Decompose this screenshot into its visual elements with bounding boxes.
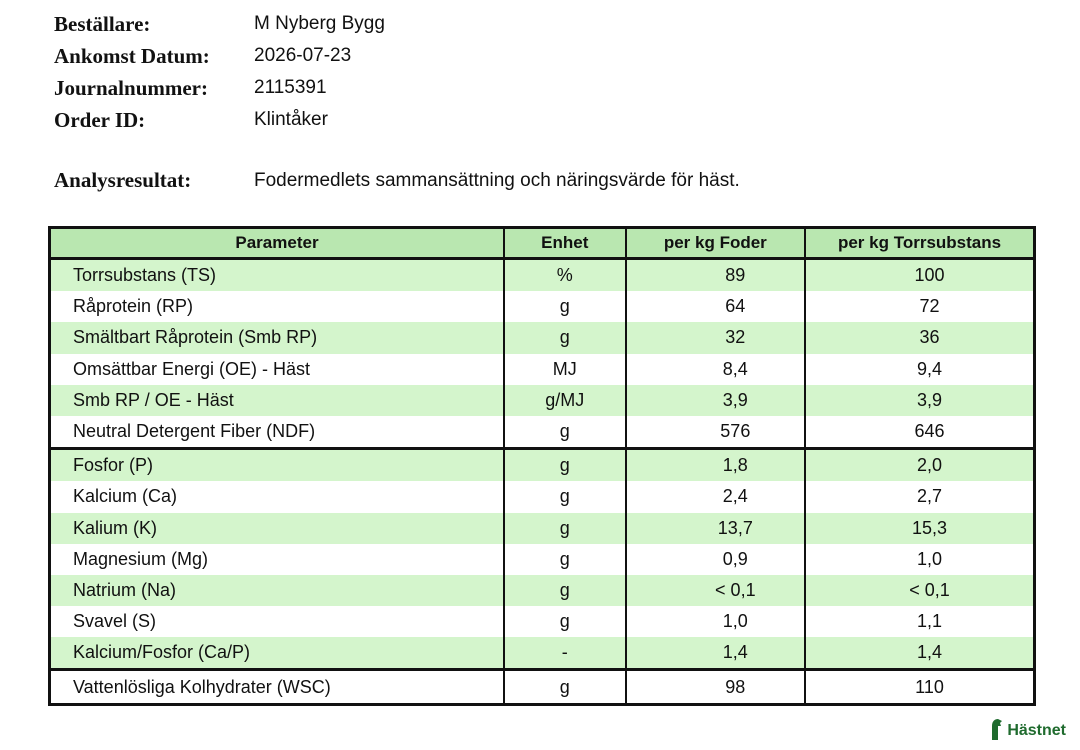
per-kg-dry-matter-cell: 2,7 — [805, 481, 1034, 512]
table-row — [50, 670, 1035, 704]
table-row — [50, 637, 1035, 670]
per-kg-feed-cell: 13,7 — [626, 513, 805, 544]
table-row — [50, 322, 1035, 353]
per-kg-feed-cell: < 0,1 — [626, 575, 805, 606]
column-header-per-kg-dry-matter: per kg Torrsubstans — [805, 228, 1034, 259]
table-row — [50, 291, 1035, 322]
arrival-date-value: 2026-07-23 — [254, 45, 352, 66]
per-kg-feed-cell: 64 — [626, 291, 805, 322]
order-id-row — [54, 104, 385, 136]
table-row — [50, 354, 1035, 385]
per-kg-dry-matter-cell: 646 — [805, 416, 1034, 449]
journal-number-row — [54, 72, 385, 104]
results-table — [48, 226, 1036, 706]
order-info — [54, 8, 385, 136]
unit-cell: % — [504, 259, 626, 292]
unit-cell: - — [504, 637, 626, 670]
order-id-label: Order ID: — [54, 107, 146, 132]
table-row — [50, 259, 1035, 292]
unit-cell: g — [504, 670, 626, 704]
unit-cell: g — [504, 513, 626, 544]
parameter-cell: Råprotein (RP) — [50, 291, 504, 322]
unit-cell: g — [504, 481, 626, 512]
table-row — [50, 416, 1035, 449]
table-row — [50, 606, 1035, 637]
hastnet-logo — [990, 718, 1066, 740]
parameter-cell: Fosfor (P) — [50, 449, 504, 482]
parameter-cell: Smältbart Råprotein (Smb RP) — [50, 322, 504, 353]
parameter-cell: Kalcium/Fosfor (Ca/P) — [50, 637, 504, 670]
table-row — [50, 544, 1035, 575]
per-kg-feed-cell: 89 — [626, 259, 805, 292]
unit-cell: g/MJ — [504, 385, 626, 416]
per-kg-dry-matter-cell: 1,0 — [805, 544, 1034, 575]
analysis-text: Fodermedlets sammansättning och näringsvärde för häst. — [254, 169, 740, 191]
per-kg-dry-matter-cell: 3,9 — [805, 385, 1034, 416]
per-kg-dry-matter-cell: 110 — [805, 670, 1034, 704]
column-header-unit: Enhet — [504, 228, 626, 259]
table-row — [50, 513, 1035, 544]
per-kg-dry-matter-cell: 15,3 — [805, 513, 1034, 544]
table-row — [50, 575, 1035, 606]
per-kg-feed-cell: 98 — [626, 670, 805, 704]
unit-cell: MJ — [504, 354, 626, 385]
table-row — [50, 481, 1035, 512]
per-kg-dry-matter-cell: < 0,1 — [805, 575, 1034, 606]
analysis-result — [54, 168, 740, 193]
per-kg-dry-matter-cell: 72 — [805, 291, 1034, 322]
parameter-cell: Svavel (S) — [50, 606, 504, 637]
unit-cell: g — [504, 322, 626, 353]
unit-cell: g — [504, 291, 626, 322]
parameter-cell: Kalium (K) — [50, 513, 504, 544]
journal-number-label: Journalnummer: — [54, 75, 208, 100]
arrival-date-row — [54, 40, 385, 72]
horse-logo-icon — [990, 718, 1004, 740]
table-row — [50, 449, 1035, 482]
column-header-per-kg-feed: per kg Foder — [626, 228, 805, 259]
orderer-row — [54, 8, 385, 40]
logo-text: Hästnet — [1007, 722, 1066, 739]
per-kg-dry-matter-cell: 9,4 — [805, 354, 1034, 385]
per-kg-feed-cell: 1,4 — [626, 637, 805, 670]
orderer-value: M Nyberg Bygg — [254, 13, 385, 34]
parameter-cell: Vattenlösliga Kolhydrater (WSC) — [50, 670, 504, 704]
parameter-cell: Magnesium (Mg) — [50, 544, 504, 575]
per-kg-dry-matter-cell: 1,4 — [805, 637, 1034, 670]
orderer-label: Beställare: — [54, 11, 151, 36]
parameter-cell: Torrsubstans (TS) — [50, 259, 504, 292]
per-kg-dry-matter-cell: 36 — [805, 322, 1034, 353]
table-row — [50, 385, 1035, 416]
parameter-cell: Omsättbar Energi (OE) - Häst — [50, 354, 504, 385]
per-kg-feed-cell: 8,4 — [626, 354, 805, 385]
per-kg-feed-cell: 2,4 — [626, 481, 805, 512]
per-kg-feed-cell: 576 — [626, 416, 805, 449]
per-kg-feed-cell: 1,0 — [626, 606, 805, 637]
per-kg-feed-cell: 0,9 — [626, 544, 805, 575]
per-kg-dry-matter-cell: 1,1 — [805, 606, 1034, 637]
unit-cell: g — [504, 416, 626, 449]
arrival-date-label: Ankomst Datum: — [54, 43, 210, 68]
unit-cell: g — [504, 575, 626, 606]
parameter-cell: Smb RP / OE - Häst — [50, 385, 504, 416]
unit-cell: g — [504, 544, 626, 575]
unit-cell: g — [504, 449, 626, 482]
column-header-parameter: Parameter — [50, 228, 504, 259]
unit-cell: g — [504, 606, 626, 637]
parameter-cell: Kalcium (Ca) — [50, 481, 504, 512]
analysis-label: Analysresultat: — [54, 168, 192, 192]
parameter-cell: Neutral Detergent Fiber (NDF) — [50, 416, 504, 449]
parameter-cell: Natrium (Na) — [50, 575, 504, 606]
journal-number-value: 2115391 — [254, 77, 327, 98]
order-id-value: Klintåker — [254, 109, 328, 130]
table-header-row — [50, 228, 1035, 259]
per-kg-feed-cell: 3,9 — [626, 385, 805, 416]
per-kg-dry-matter-cell: 100 — [805, 259, 1034, 292]
per-kg-feed-cell: 1,8 — [626, 449, 805, 482]
per-kg-dry-matter-cell: 2,0 — [805, 449, 1034, 482]
per-kg-feed-cell: 32 — [626, 322, 805, 353]
